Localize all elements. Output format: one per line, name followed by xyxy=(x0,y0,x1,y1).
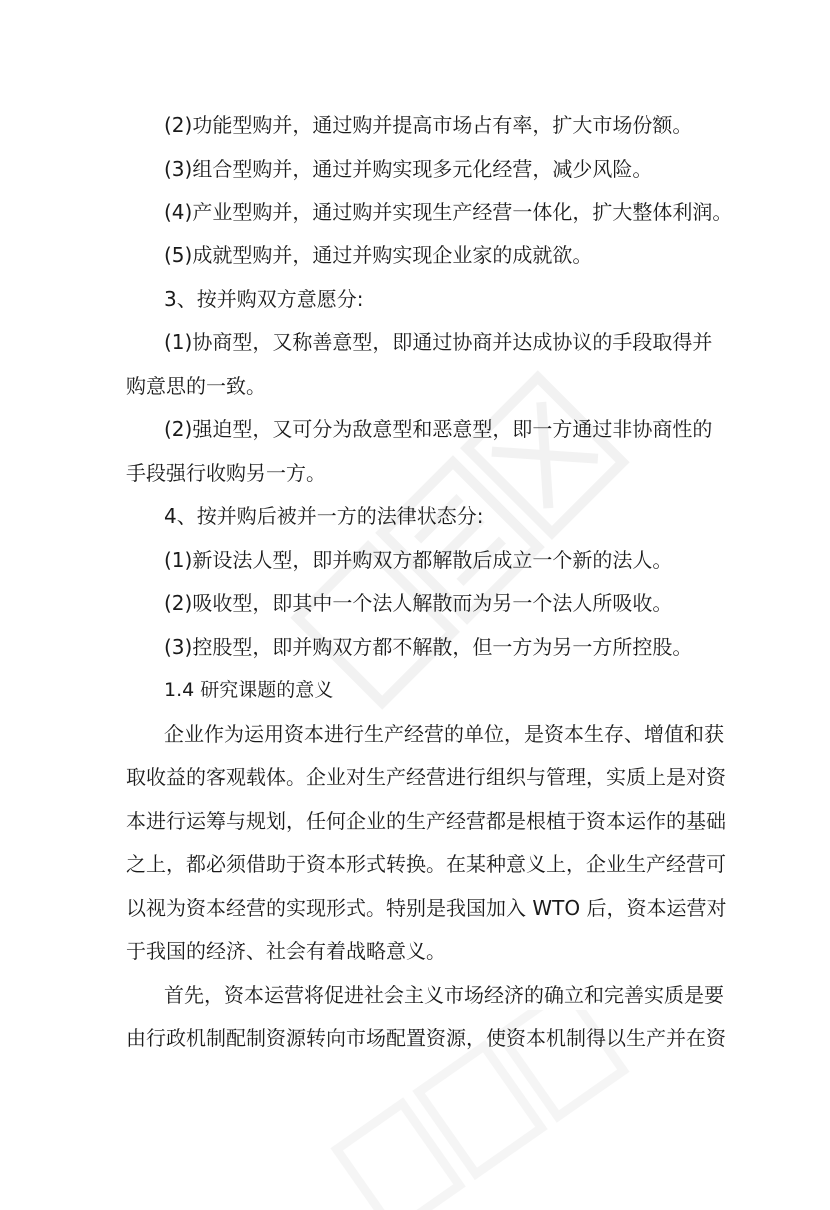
text-line: (1)新设法人型，即并购双方都解散后成立一个新的法人。 xyxy=(164,548,673,572)
text-line: 以视为资本经营的实现形式。特别是我国加入 WTO 后，资本运营对 xyxy=(126,896,727,920)
text-line: 于我国的经济、社会有着战略意义。 xyxy=(126,939,446,963)
subsection-heading: 1.4 研究课题的意义 xyxy=(164,679,334,701)
text-line: (1)协商型，又称善意型，即通过协商并达成协议的手段取得并 xyxy=(164,330,713,354)
text-line: 之上，都必须借助于资本形式转换。在某种意义上，企业生产经营可 xyxy=(126,852,726,876)
section-heading: 4、按并购后被并一方的法律状态分: xyxy=(164,504,484,528)
text-line: (2)吸收型，即其中一个法人解散而为另一个法人所吸收。 xyxy=(164,591,673,615)
text-line: (2)强迫型，又可分为敌意型和恶意型，即一方通过非协商性的 xyxy=(164,417,713,441)
text-line: (3)控股型，即并购双方都不解散，但一方为另一方所控股。 xyxy=(164,635,693,659)
text-line: (2)功能型购并，通过购并提高市场占有率，扩大市场份额。 xyxy=(164,113,693,137)
text-line: 手段强行收购另一方。 xyxy=(126,461,326,485)
text-line: (3)组合型购并，通过并购实现多元化经营，减少风险。 xyxy=(164,157,653,181)
text-line: 本进行运筹与规划，任何企业的生产经营都是根植于资本运作的基础 xyxy=(126,809,726,833)
text-line: 首先，资本运营将促进社会主义市场经济的确立和完善实质是要 xyxy=(164,983,724,1007)
section-heading: 3、按并购双方意愿分: xyxy=(164,287,364,311)
text-line: 取收益的客观载体。企业对生产经营进行组织与管理，实质上是对资 xyxy=(126,765,726,789)
text-line: 购意思的一致。 xyxy=(126,374,266,398)
text-line: 由行政机制配制资源转向市场配置资源，使资本机制得以生产并在资 xyxy=(126,1026,726,1050)
text-line: (5)成就型购并，通过并购实现企业家的成就欲。 xyxy=(164,243,593,267)
text-line: 企业作为运用资本进行生产经营的单位，是资本生存、增值和获 xyxy=(164,722,724,746)
text-line: (4)产业型购并，通过购并实现生产经营一体化，扩大整体利润。 xyxy=(164,200,733,224)
